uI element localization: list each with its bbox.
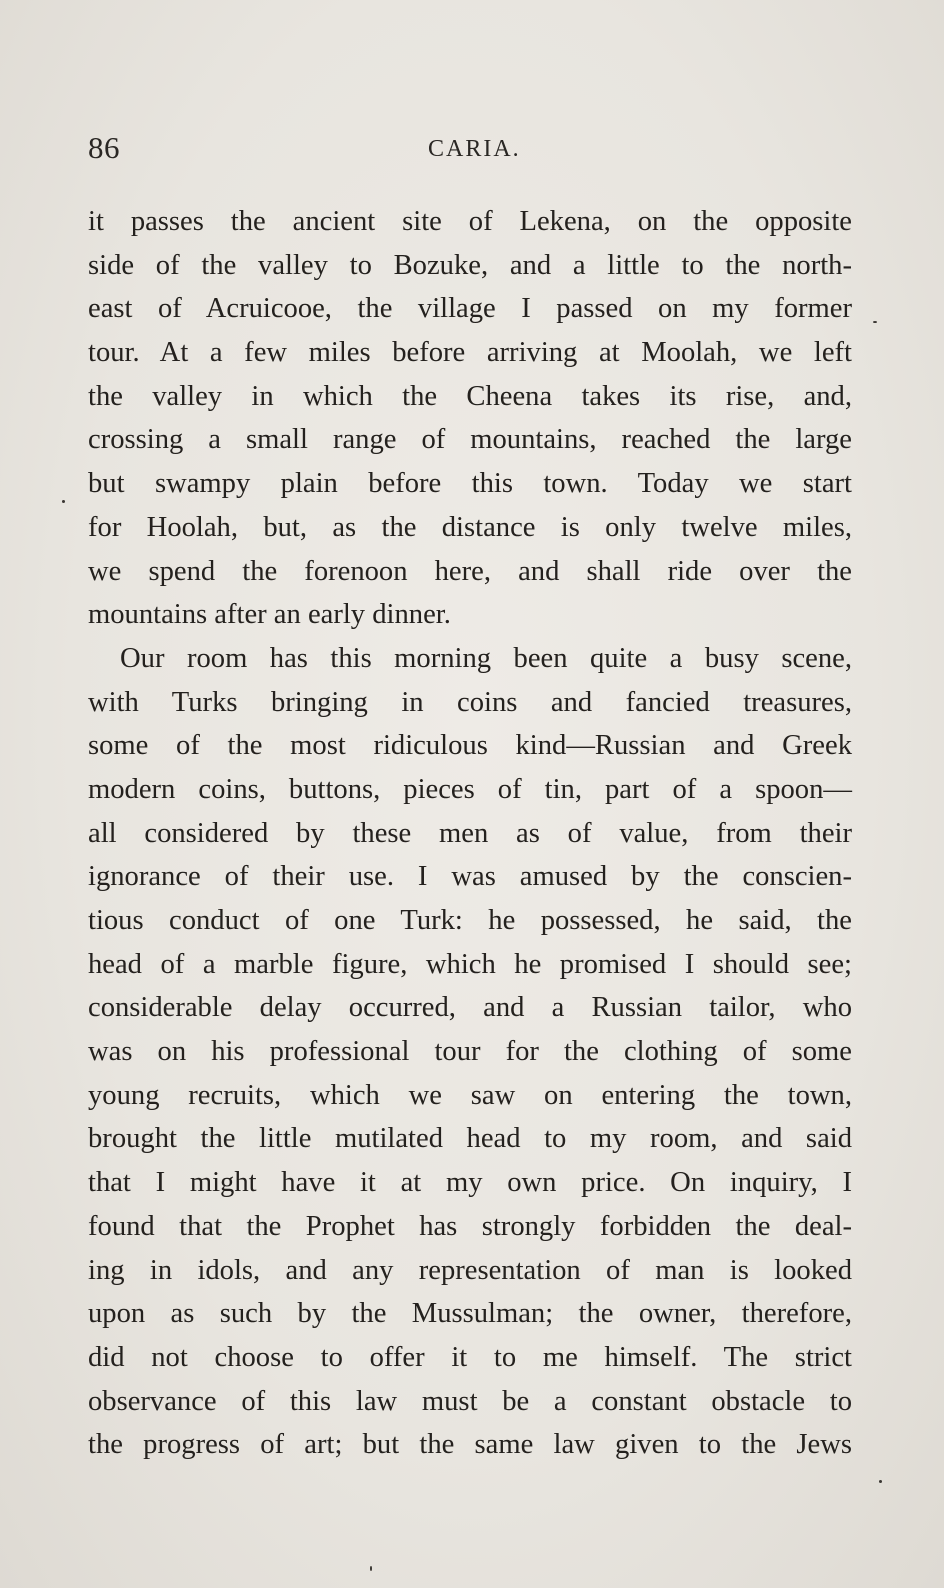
text-line: crossing a small range of mountains, reached the large xyxy=(88,424,852,456)
page-number: 86 xyxy=(88,130,120,165)
paper-speck xyxy=(62,500,65,503)
text-line: Our room has this morning been quite a busy scene, xyxy=(120,642,852,674)
text-line: observance of this law must be a constant obstacle to xyxy=(88,1385,852,1417)
text-line: was on his professional tour for the clothing of some xyxy=(88,1036,852,1068)
paper-speck xyxy=(370,1566,372,1571)
running-title: CARIA. xyxy=(428,136,521,162)
text-line: all considered by these men as of value, from their xyxy=(88,817,852,849)
text-line: but swampy plain before this town. Today we start xyxy=(88,468,852,500)
text-line: it passes the ancient site of Lekena, on the opposite xyxy=(88,206,852,237)
text-line: brought the little mutilated head to my room, and said xyxy=(88,1123,852,1155)
text-line: did not choose to offer it to me himself. The strict xyxy=(88,1341,852,1373)
text-line: tious conduct of one Turk: he possessed, he said, the xyxy=(88,905,852,936)
text-line: east of Acruicooe, the village I passed on my former xyxy=(88,293,852,325)
text-line: for Hoolah, but, as the distance is only twelve miles, xyxy=(88,511,852,543)
text-line: we spend the forenoon here, and shall ride over the xyxy=(88,555,852,587)
text-line: considerable delay occurred, and a Russian tailor, who xyxy=(88,992,852,1024)
text-line: the progress of art; but the same law given to the Jews xyxy=(88,1429,852,1461)
text-line: mountains after an early dinner. xyxy=(88,599,451,631)
text-line: with Turks bringing in coins and fancied treasures, xyxy=(88,686,852,718)
text-line: ing in idols, and any representation of man is looked xyxy=(88,1254,852,1286)
text-line: upon as such by the Mussulman; the owner, therefore, xyxy=(88,1298,852,1330)
text-line: that I might have it at my own price. On inquiry, I xyxy=(88,1167,852,1199)
paper-speck xyxy=(879,1480,882,1483)
text-line: modern coins, buttons, pieces of tin, part of a spoon— xyxy=(88,773,852,805)
text-line: found that the Prophet has strongly forbidden the deal- xyxy=(88,1210,852,1242)
text-line: head of a marble figure, which he promised I should see; xyxy=(88,948,852,980)
text-line: some of the most ridiculous kind—Russian and Greek xyxy=(88,730,852,762)
text-line: ignorance of their use. I was amused by the conscien- xyxy=(88,861,852,893)
body-text xyxy=(88,200,852,1467)
text-line: side of the valley to Bozuke, and a little to the north- xyxy=(88,249,852,281)
paper-speck xyxy=(873,321,877,323)
text-line: tour. At a few miles before arriving at Moolah, we left xyxy=(88,337,852,369)
text-line: the valley in which the Cheena takes its rise, and, xyxy=(88,380,852,412)
page-header xyxy=(88,130,852,174)
text-line: young recruits, which we saw on entering the town, xyxy=(88,1079,852,1111)
